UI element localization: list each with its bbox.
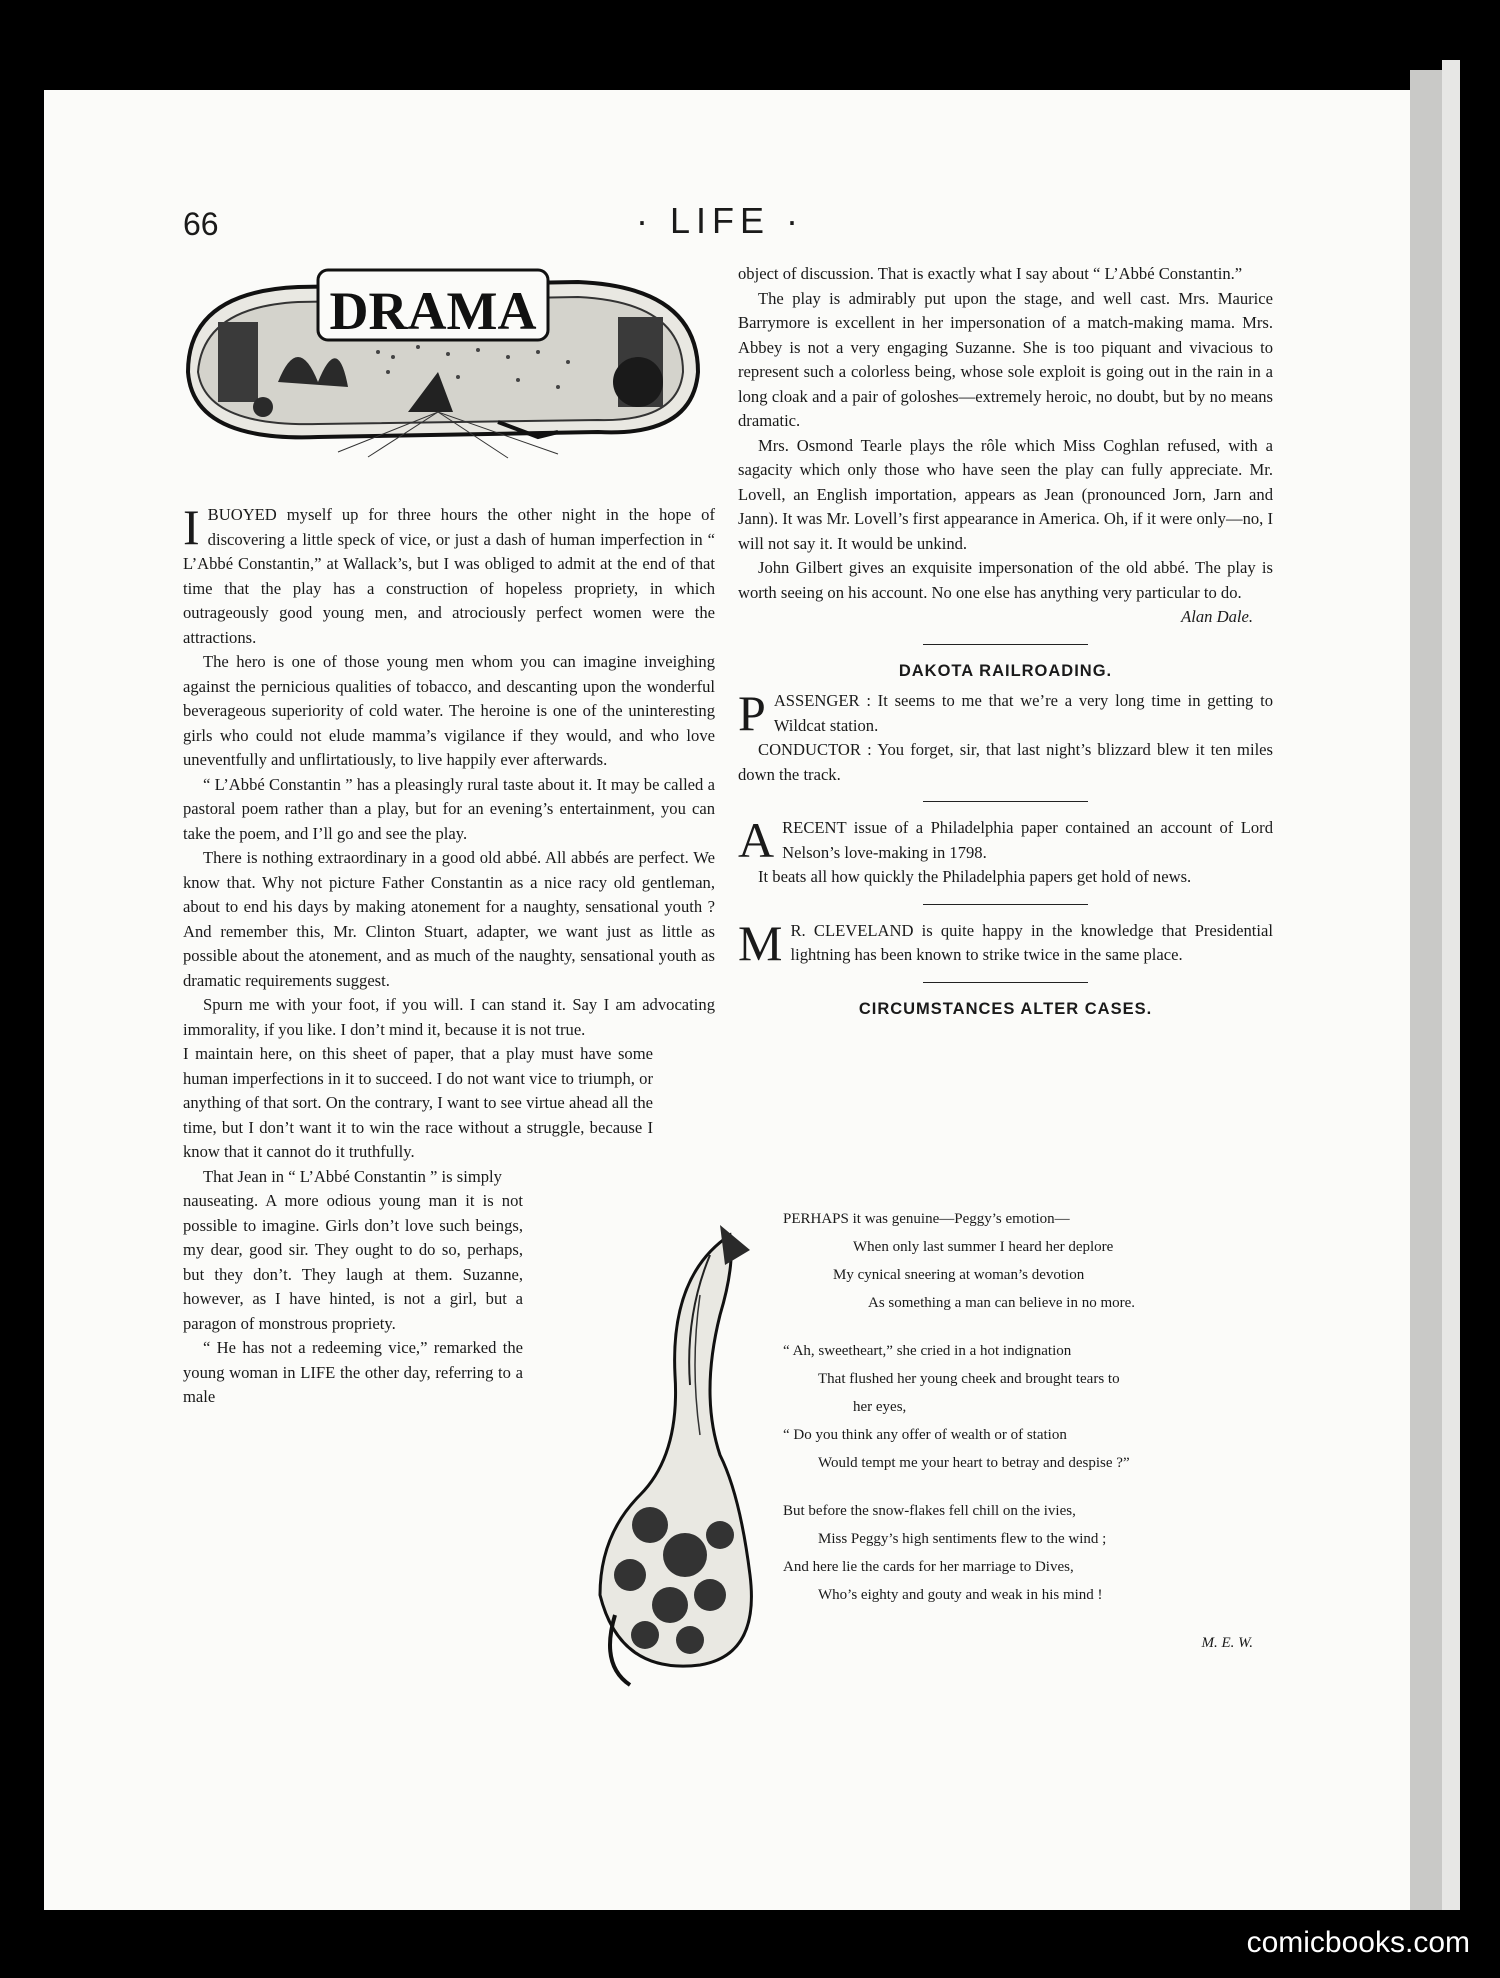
poem-line: her eyes,: [853, 1399, 907, 1415]
drama-right-paragraph-3: Mrs. Osmond Tearle plays the rôle which Miss Coghlan refused, with a sagacity which only those who have seen the play can fully appreciate. Mr. Lovell, an English importation, appears as Jean (pronounced Jorn, Jarn and Jann). It was Mr. Lovell’s first appearance in America. Oh, if it were only—no, I will not say it. It would be unkind.: [738, 435, 1273, 553]
philly-paragraph-2: It beats all how quickly the Philadelphia papers get hold of news.: [758, 867, 1192, 886]
poem-stanza-1: [783, 1205, 1273, 1317]
poem: [783, 1205, 1273, 1657]
dakota-dropcap: P: [738, 685, 766, 741]
drama-paragraph-4: There is nothing extraordinary in a good old abbé. All abbés are perfect. We know that. Why not picture Father Constantin as a nice racy old gentleman, about to end his days by making atonement for a naughty, sensational youth ? And remember this, Mr. Clinton Stuart, adapter, we want just as little as possible about the atonement, and as much of the naughty, sensational youth as dramatic requirements suggest.: [183, 848, 715, 990]
poem-line: “ Do you think any offer of wealth or of station: [783, 1427, 1067, 1443]
poem-line: Miss Peggy’s high sentiments flew to the wind ;: [818, 1531, 1107, 1547]
section-divider: [923, 644, 1088, 645]
drama-banner-svg: [178, 262, 708, 482]
adjacent-page-strip: [1442, 60, 1460, 1910]
drama-paragraph-6a: That Jean in “ L’Abbé Constantin ” is simply: [203, 1166, 502, 1186]
drama-right-paragraph-1: object of discussion. That is exactly what I say about “ L’Abbé Constantin.”: [738, 264, 1243, 283]
cornucopia-svg: [560, 1195, 790, 1695]
drama-paragraph-5-text-a: Spurn me with your foot, if you will. I can stand it. Say I am advocating immorality, if you like. I don’t mind it, because it is not true.: [183, 995, 715, 1039]
adjacent-page-edge: [1410, 70, 1442, 1910]
poem-heading: CIRCUMSTANCES ALTER CASES.: [858, 999, 1153, 1018]
poem-line: My cynical sneering at woman’s devotion: [833, 1267, 1085, 1283]
cleveland-paragraph-text: R. CLEVELAND is quite happy in the knowledge that Presidential lightning has been known to strike twice in the same place.: [790, 920, 1273, 964]
section-divider: [923, 982, 1088, 983]
cornucopia-illustration: [560, 1195, 790, 1695]
page-number: 66: [183, 206, 219, 242]
drama-right-paragraph-4: John Gilbert gives an exquisite impersonation of the old abbé. The play is worth seeing on his account. No one else has anything very particular to do.: [738, 558, 1273, 602]
drama-paragraph-5b: I maintain here, on this sheet of paper, that a play must have some human imperfections in it to succeed. I do not want vice to triumph, or anything of that sort. On the contrary, I want to see virtue ahead all the time, but I don’t want it to win the race without a struggle, because I know that it cannot do it truthfully.: [183, 1044, 653, 1161]
drama-paragraph-1: [183, 499, 715, 650]
poem-line: That flushed her young cheek and brought tears to: [818, 1371, 1120, 1387]
masthead: · LIFE ·: [635, 200, 804, 241]
poem-stanza-2: [783, 1337, 1273, 1477]
section-divider: [923, 904, 1088, 905]
poem-line: Who’s eighty and gouty and weak in his mind !: [818, 1587, 1103, 1603]
drama-banner-illustration: [178, 262, 708, 482]
cleveland-dropcap: M: [738, 914, 783, 971]
dakota-paragraph-2-text: You forget, sir, that last night’s blizzard blew it ten miles down the track.: [738, 740, 1273, 784]
poem-stanza-3: [783, 1497, 1273, 1609]
poem-line: Would tempt me your heart to betray and despise ?”: [818, 1455, 1130, 1471]
drama-paragraph-3: “ L’Abbé Constantin ” has a pleasingly rural taste about it. It may be called a pastoral poem rather than a play, but for an evening’s entertainment, you can take the poem, and I’ll go and see the play.: [183, 774, 715, 843]
drama-paragraph-6b: nauseating. A more odious young man it is not possible to imagine. Girls don’t love such beings, my dear, good sir. They ought to do so, perhaps, but they don’t. They laugh at them. Suzanne, however, as I have hinted, is not a girl, but a paragon of monstrous propriety.: [183, 1191, 523, 1333]
poem-signature: M. E. W.: [1201, 1635, 1253, 1651]
poem-line: “ Ah, sweetheart,” she cried in a hot indignation: [783, 1343, 1072, 1359]
drama-right-paragraph-2: The play is admirably put upon the stage, and well cast. Mrs. Maurice Barrymore is excellent in her impersonation of a match-making mama. Mrs. Abbey is not a very engaging Suzanne. She is too piquant and vivacious to represent such a colorless being, whose sole exploit is going out in the rain in a long cloak and a pair of goloshes—extremely heroic, no doubt, but by no means dramatic.: [738, 288, 1273, 430]
philly-paragraph-1-text: RECENT issue of a Philadelphia paper contained an account of Lord Nelson’s love-making in 1798.: [782, 818, 1273, 862]
dakota-paragraph-1: [738, 685, 1273, 741]
section-divider: [923, 801, 1088, 802]
drama-dropcap: I: [183, 499, 200, 555]
watermark: comicbooks.com: [1246, 1926, 1470, 1959]
poem-line: And here lie the cards for her marriage to Dives,: [783, 1559, 1074, 1575]
dakota-heading: DAKOTA RAILROADING.: [898, 661, 1113, 680]
cleveland-paragraph: [738, 914, 1273, 971]
philly-dropcap: A: [738, 812, 775, 868]
poem-line: PERHAPS it was genuine—Peggy’s emotion—: [783, 1211, 1070, 1227]
drama-byline: Alan Dale.: [1181, 607, 1253, 626]
drama-paragraph-7: “ He has not a redeeming vice,” remarked the young woman in LIFE the other day, referring to a male: [183, 1338, 523, 1406]
drama-right-column: [738, 262, 1273, 1027]
dakota-paragraph-2: [738, 738, 1273, 787]
dakota-speaker: CONDUCTOR :: [758, 740, 872, 759]
drama-paragraph-2: The hero is one of those young men whom you can imagine inveighing against the pernicious qualities of tobacco, and descanting upon the wonderful beverageous superiority of cold water. The heroine is one of the uninteresting girls who could not elude mamma’s vigilance if they would, and who love uneventfully and unflirtatiously, to live happily ever afterwards.: [183, 652, 715, 769]
dakota-paragraph-1-text: ASSENGER : It seems to me that we’re a very long time in getting to Wildcat station.: [773, 691, 1273, 735]
philly-paragraph-1: [738, 812, 1273, 868]
drama-paragraph-5: [183, 993, 715, 1042]
poem-line: But before the snow-flakes fell chill on the ivies,: [783, 1503, 1076, 1519]
poem-line: As something a man can believe in no more.: [868, 1295, 1136, 1311]
drama-banner-title: DRAMA: [329, 281, 537, 341]
drama-paragraph-1-text: BUOYED myself up for three hours the other night in the hope of discovering a little speck of vice, or just a dash of human imperfection in “ L’Abbé Constantin,” at Wallack’s, but I was obliged to admit at the end of that time that the play has a construction of hopeless propriety, in which outrageously good young men, and atrociously perfect women were the attractions.: [183, 505, 715, 647]
poem-line: When only last summer I heard her deplore: [853, 1239, 1114, 1255]
